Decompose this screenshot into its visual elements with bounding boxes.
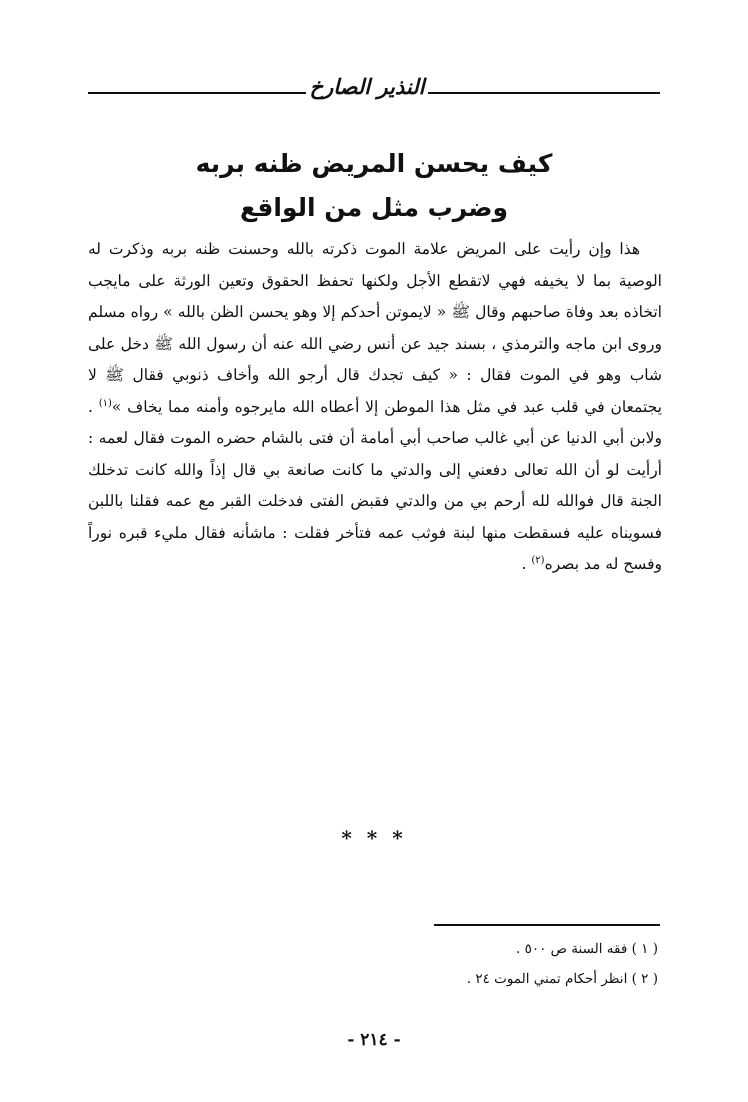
section-title-line-1: كيف يحسن المريض ظنه بربه [195, 149, 553, 178]
footnote-rule [434, 924, 660, 926]
footnote-2: ( ٢ ) انظر أحكام تمني الموت ٢٤ . [466, 971, 658, 987]
footnote-ref-2: (٢) [531, 554, 545, 566]
paragraph-continuation: . ولابن أبي الدنيا عن أبي غالب صاحب أبي أمامة أن فتى بالشام حضره الموت فقال لعمه : أرأيت لو أن الله تعالى دفعني إلى والدتي ما كانت صانعة بي قال إذاً والله كانت تدخلك الجنة قال فوالله لله أرحم بي من والدتي فقبض الفتى فدخلت القبر مع عمه فقلنا باللبن فسويناه عليه فسقطت منها لبنة فوثب عمه فتأخر فقلت : ماشأنه فقال مليء قبره نوراً وفسح له مد بصره [88, 397, 662, 573]
paragraph-end: . [521, 555, 532, 573]
running-header [88, 72, 660, 104]
page-number: - ٢١٤ - [347, 1030, 401, 1050]
body-paragraph [88, 234, 662, 581]
header-rule-right [428, 92, 660, 94]
footnotes [258, 934, 658, 994]
body-text [88, 234, 662, 581]
section-title-line-2: وضرب مثل من الواقع [239, 193, 509, 222]
header-rule-left [88, 92, 306, 94]
header-title: النذير الصارخ [309, 74, 425, 99]
footnote-ref-1: (١) [98, 397, 112, 409]
section-title [100, 142, 648, 230]
footnote-1: ( ١ ) فقه السنة ص ٥٠٠ . [516, 941, 658, 957]
section-separator: * * * [341, 826, 407, 850]
paragraph-text: هذا وإن رأيت على المريض علامة الموت ذكرته بالله وحسنت ظنه بربه وذكرت له الوصية بما لا يخيفه فهي لاتقطع الأجل ولكنها تحفظ الحقوق وتعين الورثة على مايجب اتخاذه بعد وفاة صاحبهم وقال ﷺ « لايموتن أحدكم إلا وهو يحسن الظن بالله » رواه مسلم وروى ابن ماجه والترمذي ، بسند جيد عن أنس رضي الله عنه أن رسول الله ﷺ دخل على شاب وهو في الموت فقال : « كيف تجدك قال أرجو الله وأخاف ذنوبي فقال ﷺ لا يجتمعان في قلب عبد في مثل هذا الموطن إلا أعطاه الله مايرجوه وأمنه مما يخاف » [88, 240, 662, 416]
